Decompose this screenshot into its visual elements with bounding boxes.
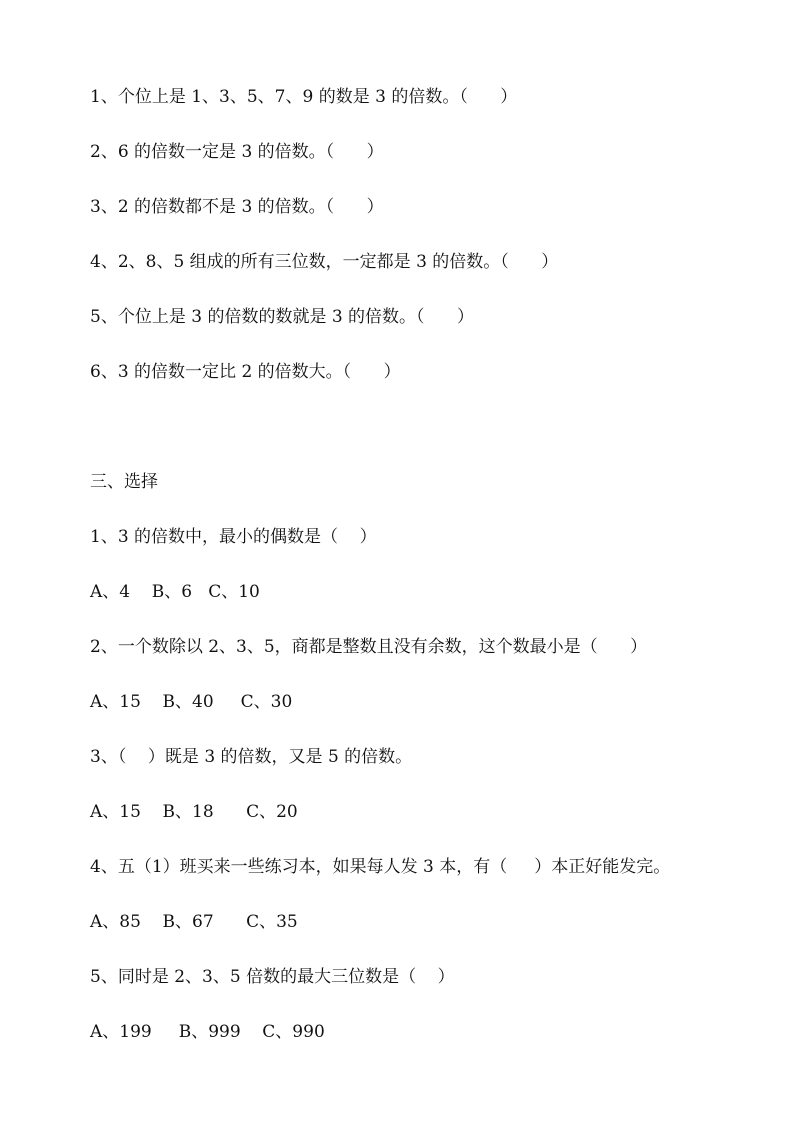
tf-item-3: 3、2 的倍数都不是 3 的倍数。（ ） xyxy=(90,197,384,217)
choice-options-1: A、4 B、6 C、10 xyxy=(90,582,260,602)
choice-question-1: 1、3 的倍数中，最小的偶数是（ ） xyxy=(90,527,377,547)
section-heading-choice: 三、选择 xyxy=(90,472,158,492)
tf-item-6: 6、3 的倍数一定比 2 的倍数大。（ ） xyxy=(90,362,401,382)
choice-options-5: A、199 B、999 C、990 xyxy=(90,1022,325,1042)
choice-question-2: 2、一个数除以 2、3、5，商都是整数且没有余数，这个数最小是（ ） xyxy=(90,637,648,657)
choice-options-2: A、15 B、40 C、30 xyxy=(90,692,293,712)
tf-item-2: 2、6 的倍数一定是 3 的倍数。（ ） xyxy=(90,142,384,162)
tf-item-4: 4、2、8、5 组成的所有三位数，一定都是 3 的倍数。（ ） xyxy=(90,252,559,272)
tf-item-5: 5、个位上是 3 的倍数的数就是 3 的倍数。（ ） xyxy=(90,307,474,327)
choice-question-5: 5、同时是 2、3、5 倍数的最大三位数是（ ） xyxy=(90,967,455,987)
choice-question-3: 3、（ ）既是 3 的倍数，又是 5 的倍数。 xyxy=(90,747,413,767)
choice-options-4: A、85 B、67 C、35 xyxy=(90,912,298,932)
choice-options-3: A、15 B、18 C、20 xyxy=(90,802,298,822)
choice-question-4: 4、五（1）班买来一些练习本，如果每人发 3 本，有（ ）本正好能发完。 xyxy=(90,857,671,877)
tf-item-1: 1、个位上是 1、3、5、7、9 的数是 3 的倍数。（ ） xyxy=(90,87,518,107)
